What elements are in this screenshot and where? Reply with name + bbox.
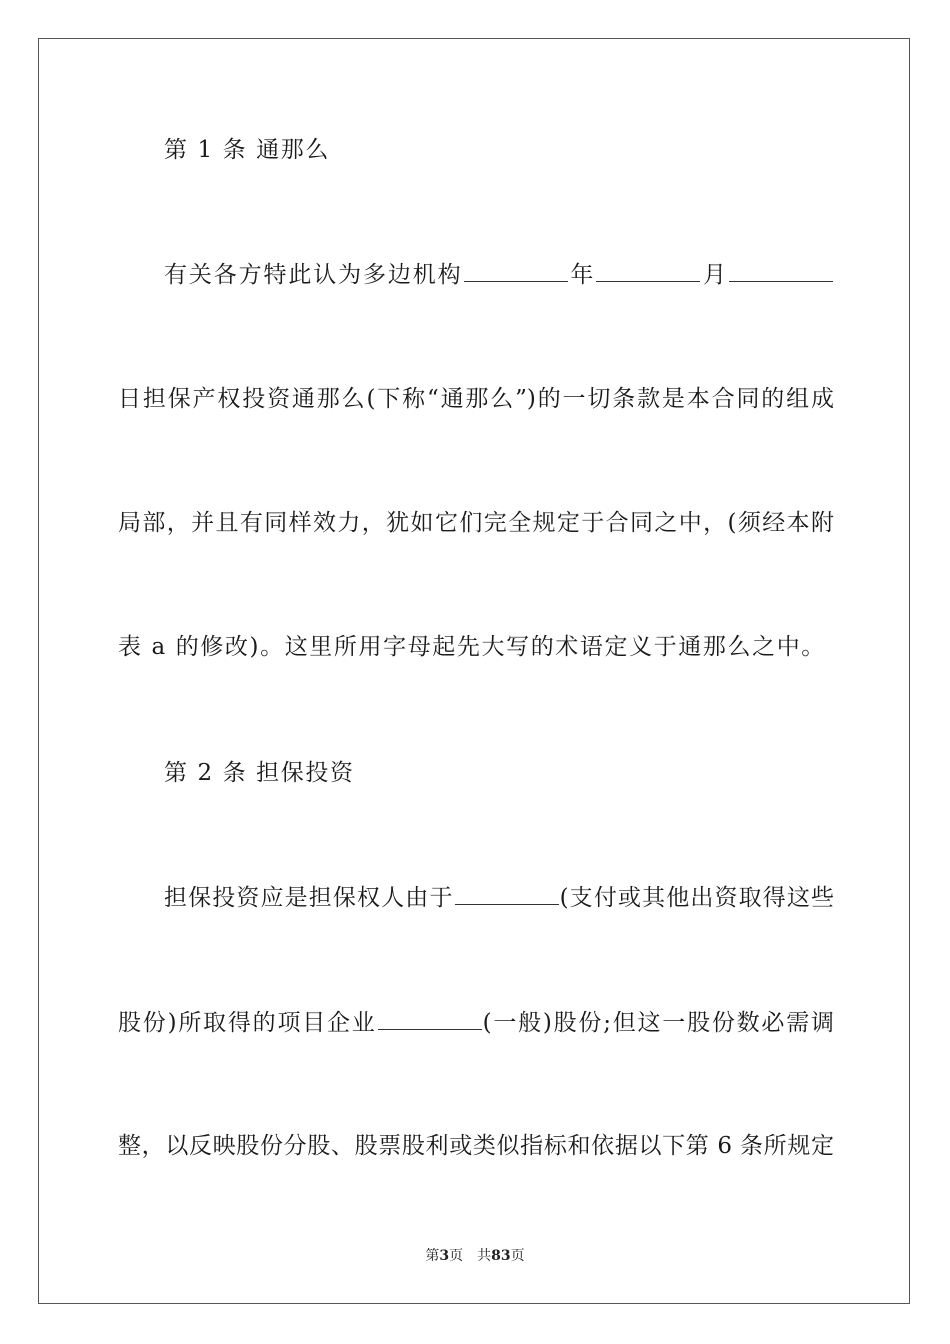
total-prefix: 共: [477, 1248, 492, 1264]
page-frame: [38, 38, 910, 1304]
blank-field-shares: [378, 1007, 482, 1030]
page-footer: [0, 1247, 950, 1265]
article-1-paragraph-line-4: 表 a 的修改)。这里所用字母起先大写的术语定义于通那么之中。: [118, 634, 826, 660]
month-label: 月: [701, 262, 728, 288]
article-2-paragraph-line-1: [164, 882, 834, 913]
blank-field-day-prefix: [729, 259, 833, 282]
text-segment: 担保投资应是担保权人由于: [164, 885, 454, 911]
page-suffix: 页: [449, 1248, 464, 1264]
blank-field-payment: [455, 882, 559, 905]
text-segment: (一般)股份;但这一股份数必需调: [482, 1010, 834, 1036]
footer-prefix: 第: [425, 1248, 440, 1264]
total-pages: 83: [491, 1248, 511, 1264]
article-1-paragraph-line-2: 日担保产权投资通那么(下称“通那么”)的一切条款是本合同的组成: [118, 386, 834, 412]
year-label: 年: [568, 262, 596, 288]
page-number: 3: [439, 1248, 450, 1264]
blank-field-year-prefix: [464, 259, 568, 282]
article-2-paragraph-line-3: 整，以反映股份分股、股票股利或类似指标和依据以下第 6 条所规定: [118, 1133, 834, 1159]
article-2-paragraph-line-2: [118, 1007, 834, 1038]
article-1-paragraph-line-3: 局部，并且有同样效力，犹如它们完全规定于合同之中，(须经本附: [118, 510, 834, 536]
total-suffix: 页: [510, 1248, 525, 1264]
article-1-paragraph-line-1: [164, 259, 834, 290]
text-segment: (支付或其他出资取得这些: [559, 885, 834, 911]
article-2-heading: 第 2 条 担保投资: [164, 760, 355, 786]
blank-field-month-prefix: [596, 259, 700, 282]
text-segment: 股份)所取得的项目企业: [118, 1010, 377, 1036]
article-1-heading: 第 1 条 通那么: [164, 137, 330, 163]
text-segment: 有关各方特此认为多边机构: [164, 262, 463, 288]
